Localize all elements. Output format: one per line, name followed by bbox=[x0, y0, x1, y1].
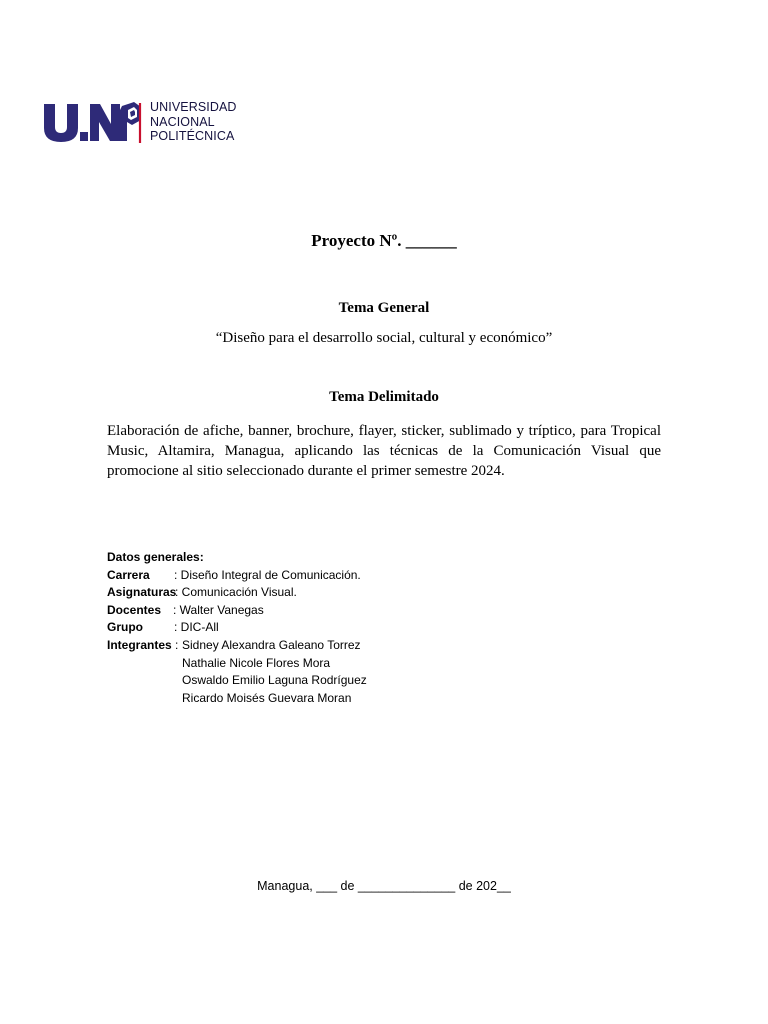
grupo-value: : DIC-All bbox=[174, 620, 219, 635]
datos-generales bbox=[107, 549, 367, 707]
tema-general-text: “Diseño para el desarrollo social, cultural y económico” bbox=[215, 330, 553, 346]
integrante-4: Ricardo Moisés Guevara Moran bbox=[182, 690, 352, 705]
integrante-1: Sidney Alexandra Galeano Torrez bbox=[182, 637, 361, 652]
project-title: Proyecto Nº. ______ bbox=[311, 231, 457, 250]
integrante-2: Nathalie Nicole Flores Mora bbox=[182, 655, 331, 670]
docentes-value: : Walter Vanegas bbox=[173, 602, 264, 617]
logo-wordmark bbox=[150, 100, 237, 144]
integrantes-separator: : bbox=[175, 637, 179, 652]
grupo-label: Grupo bbox=[107, 620, 143, 635]
university-logo bbox=[42, 100, 237, 146]
asignaturas-label: Asignaturas bbox=[107, 585, 177, 600]
asignaturas-value: : Comunicación Visual. bbox=[175, 585, 297, 600]
carrera-value: : Diseño Integral de Comunicación. bbox=[174, 567, 361, 582]
carrera-label: Carrera bbox=[107, 567, 150, 582]
logo-red-divider bbox=[138, 103, 142, 143]
logo-line-3: POLITÉCNICA bbox=[150, 129, 235, 143]
integrante-3: Oswaldo Emilio Laguna Rodríguez bbox=[182, 673, 367, 688]
docentes-label: Docentes bbox=[107, 602, 162, 617]
integrantes-label: Integrantes bbox=[107, 637, 172, 652]
logo-line-1: UNIVERSIDAD bbox=[150, 100, 237, 114]
footer-date-line: Managua, ___ de ______________ de 202__ bbox=[257, 879, 511, 893]
unp-logo-icon bbox=[42, 100, 142, 146]
tema-delimitado-text: Elaboración de afiche, banner, brochure, flayer, sticker, sublimado y tríptico, para Tropical Music, Altamira, Managua, aplicando las técnicas de la Comunicación Visual que promocione al sitio seleccionado durante el primer semestre 2024. bbox=[107, 423, 661, 479]
datos-heading: Datos generales: bbox=[107, 550, 204, 564]
tema-delimitado-heading: Tema Delimitado bbox=[329, 389, 439, 405]
tema-general-heading: Tema General bbox=[338, 300, 430, 316]
logo-line-2: NACIONAL bbox=[150, 114, 215, 129]
